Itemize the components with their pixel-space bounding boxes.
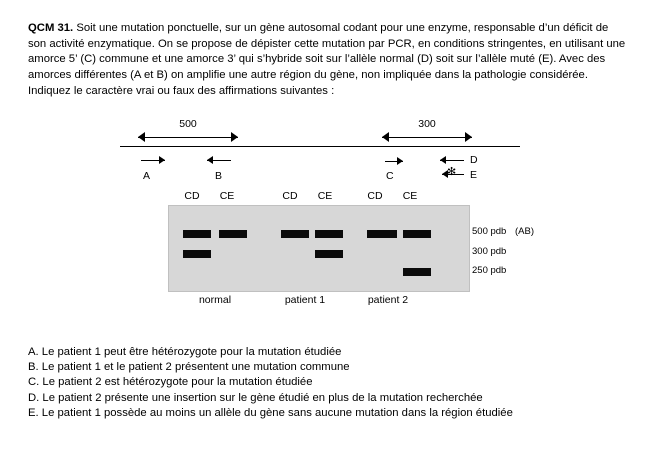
span-300-left-arrow-icon bbox=[382, 132, 389, 142]
primer-a-tip bbox=[159, 156, 165, 164]
gel-header-cd-2: CD bbox=[282, 190, 298, 202]
gel-lane-label-patient1: patient 1 bbox=[284, 294, 326, 306]
gel-electrophoresis-image bbox=[168, 205, 470, 292]
size-marker-500 bbox=[472, 226, 534, 237]
gene-line bbox=[120, 146, 520, 147]
primer-b-arrow-icon bbox=[207, 155, 231, 165]
band-normal-cd-500 bbox=[183, 230, 211, 238]
answer-item-a: A. Le patient 1 peut être hétérozygote pour la mutation étudiée bbox=[28, 346, 342, 358]
primer-a-label: A bbox=[143, 170, 151, 182]
primer-c-tip bbox=[397, 157, 403, 165]
question-body: Soit une mutation ponctuelle, sur un gène autosomal codant pour une enzyme, responsable d’un déficit de son activité enzymatique. On se propose de dépister cette mutation par PCR, en conditions stringentes, en utilisant une amorce 5’ (C) commune et une amorce 3’ qui s’hybride soit sur l’allèle normal (D) soit sur l’allèle muté (E). Avec des amorces différentes (A et B) on amplifie une autre région du gène, non impliquée dans la pathologie considérée. Indiquez le caractère vrai ou faux des affirmations suivantes : bbox=[28, 22, 626, 97]
question-id: QCM 31. bbox=[28, 22, 74, 35]
band-patient2-ce-250 bbox=[403, 268, 431, 276]
band-patient1-cd-500 bbox=[281, 230, 309, 238]
span-500-left-arrow-icon bbox=[138, 132, 145, 142]
gel-header-ce-2: CE bbox=[317, 190, 333, 202]
primer-e-label: E bbox=[470, 169, 478, 181]
primer-d-label: D bbox=[470, 154, 478, 166]
span-300-label: 300 bbox=[418, 118, 436, 130]
answer-item-e: E. Le patient 1 possède au moins un allèle du gène sans aucune mutation dans la région étudiée bbox=[28, 406, 513, 419]
gel-header-ce-3: CE bbox=[402, 190, 418, 202]
band-patient1-ce-500 bbox=[315, 230, 343, 238]
answer-item-d: D. Le patient 2 présente une insertion sur le gène étudié en plus de la mutation recherchée bbox=[28, 391, 483, 404]
span-500-label: 500 bbox=[179, 118, 197, 130]
gel-header-ce-1: CE bbox=[219, 190, 235, 202]
gene-schematic bbox=[120, 118, 520, 188]
mutation-mark-icon: ✻ bbox=[447, 166, 456, 178]
span-300-bar bbox=[382, 137, 472, 138]
span-300 bbox=[382, 118, 472, 143]
band-patient1-ce-300 bbox=[315, 250, 343, 258]
band-patient2-ce-500 bbox=[403, 230, 431, 238]
size-marker-250: 250 pdb bbox=[472, 265, 507, 276]
gel-lane-label-normal: normal bbox=[198, 294, 232, 306]
primer-b-label: B bbox=[215, 170, 223, 182]
primer-c-label: C bbox=[386, 170, 394, 182]
band-patient2-cd-500 bbox=[367, 230, 397, 238]
answer-item-c: C. Le patient 2 est hétérozygote pour la mutation étudiée bbox=[28, 376, 313, 389]
primer-d-tip bbox=[440, 156, 446, 164]
span-300-right-arrow-icon bbox=[465, 132, 472, 142]
question-statement bbox=[28, 21, 628, 99]
primer-a-arrow-icon bbox=[141, 155, 165, 165]
size-marker-300: 300 pdb bbox=[472, 246, 507, 257]
span-500-bar bbox=[138, 137, 238, 138]
primer-b-tip bbox=[207, 156, 213, 164]
size-marker-500-note: (AB) bbox=[514, 226, 534, 237]
size-marker-500-text: 500 pdb bbox=[472, 226, 507, 237]
gel-header-cd-3: CD bbox=[367, 190, 383, 202]
gel-lane-label-patient2: patient 2 bbox=[367, 294, 409, 306]
span-500 bbox=[138, 118, 238, 143]
answer-list bbox=[28, 345, 638, 421]
primer-d-arrow-icon bbox=[440, 155, 464, 165]
band-normal-ce-500 bbox=[219, 230, 247, 238]
band-normal-cd-300 bbox=[183, 250, 211, 258]
gel-header-cd-1: CD bbox=[184, 190, 200, 202]
span-500-right-arrow-icon bbox=[231, 132, 238, 142]
primer-c-arrow-icon bbox=[385, 156, 403, 166]
answer-item-b: B. Le patient 1 et le patient 2 présentent une mutation commune bbox=[28, 361, 350, 374]
